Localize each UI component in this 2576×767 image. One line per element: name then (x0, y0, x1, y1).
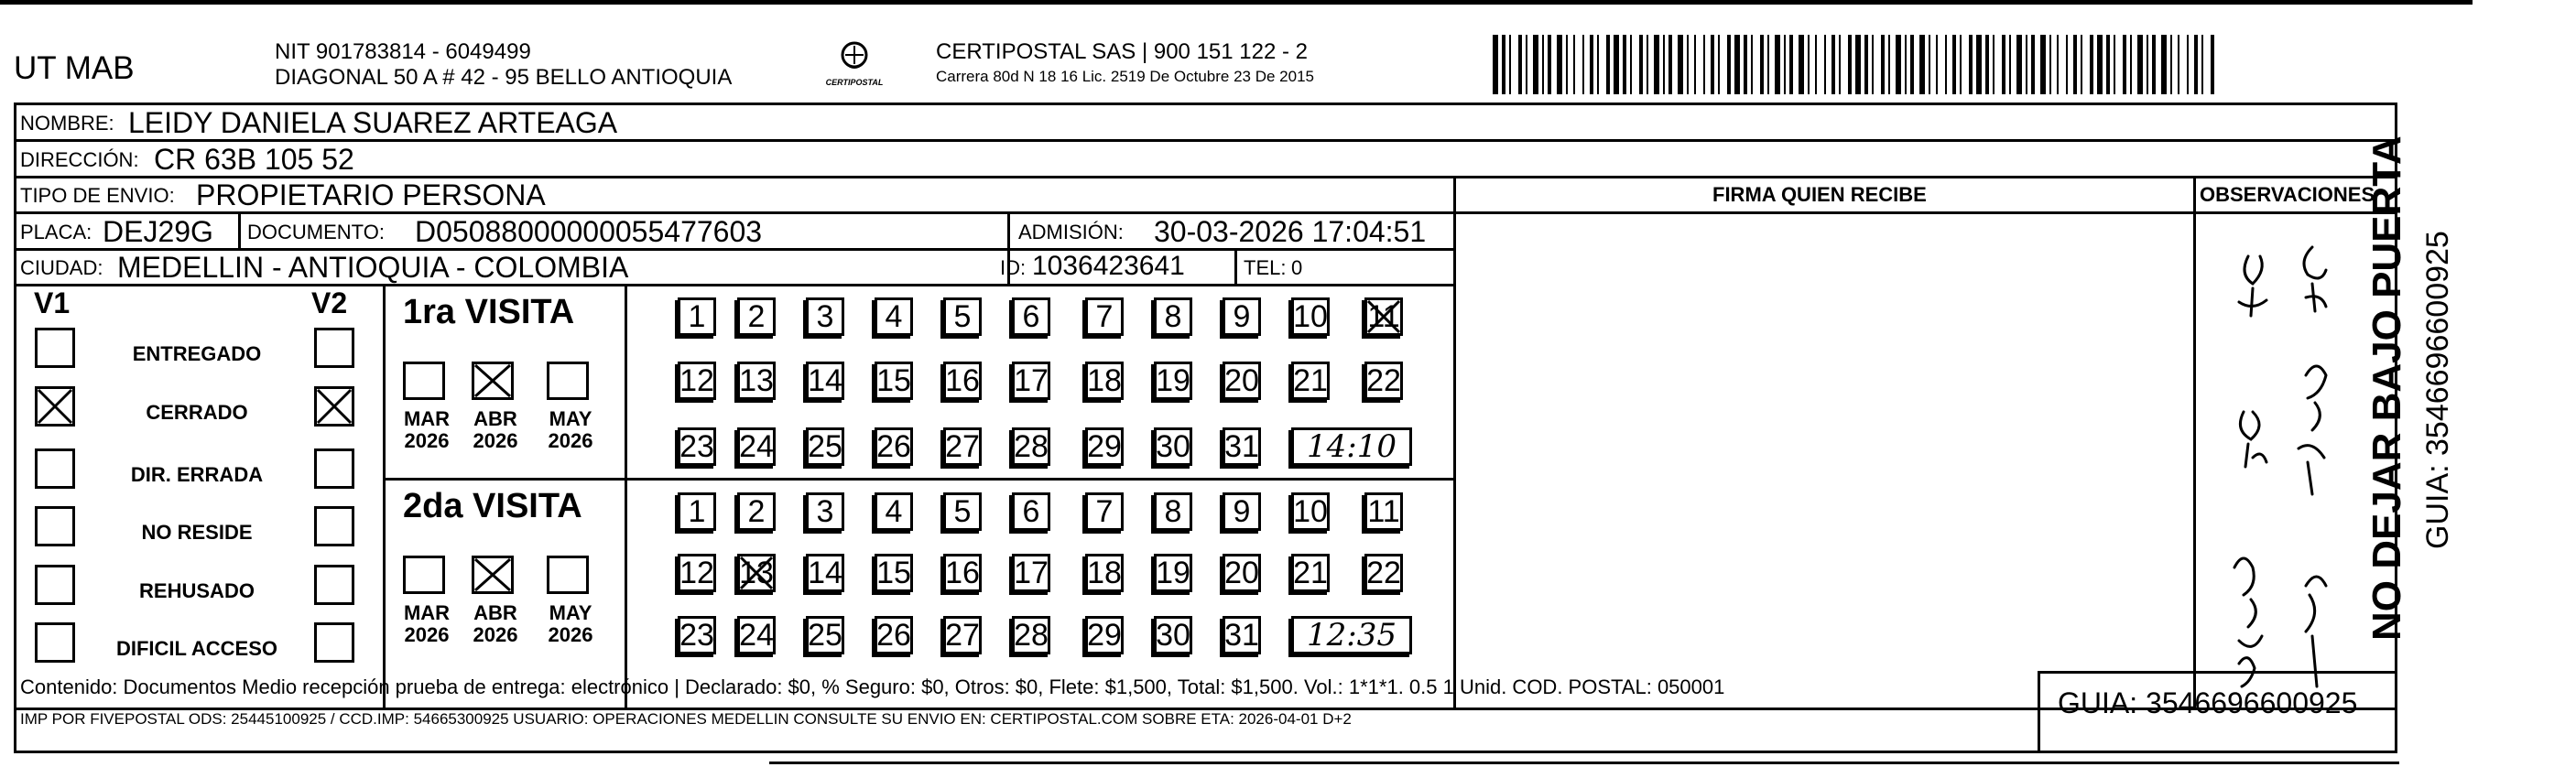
day-box[interactable]: 8 (1154, 492, 1192, 531)
v1-label: V1 (34, 286, 71, 319)
day-box[interactable]: 30 (1154, 427, 1192, 466)
month-checkbox[interactable] (403, 556, 445, 594)
tel-label: TEL: (1244, 256, 1287, 279)
barcode (1493, 35, 2225, 94)
plate-divider (238, 211, 241, 248)
day-box[interactable]: 1 (678, 492, 716, 531)
day-box[interactable]: 29 (1085, 616, 1124, 654)
certipostal-name: CERTIPOSTAL SAS | 900 151 122 - 2 (936, 39, 1308, 64)
month-label: MAY (549, 407, 592, 430)
footer-imp: IMP POR FIVEPOSTAL ODS: 25445100925 / CCD.IMP: 54665300925 USUARIO: OPERACIONES MEDELLIN CONSULTE SU ENVIO EN: CERTIPOSTAL.COM SOBRE ETA: 2026-04-01 D+2 (20, 710, 1352, 728)
status-v1-checkbox[interactable] (35, 328, 75, 368)
day-box[interactable]: 26 (875, 427, 913, 466)
type-label: TIPO DE ENVIO: (20, 184, 175, 207)
day-box[interactable]: 12 (678, 554, 716, 592)
status-v2-checkbox[interactable] (314, 622, 354, 663)
month-checkbox[interactable] (547, 556, 589, 594)
certipostal-logo (818, 37, 891, 92)
day-box[interactable]: 30 (1154, 616, 1192, 654)
year-label: 2026 (548, 623, 593, 646)
day-box[interactable]: 24 (737, 427, 776, 466)
day-box[interactable]: 15 (875, 554, 913, 592)
day-box[interactable]: 7 (1085, 297, 1124, 336)
day-box[interactable]: 17 (1012, 362, 1050, 400)
v2-label: V2 (311, 286, 348, 319)
status-label: NO RESIDE (141, 521, 253, 544)
day-box[interactable]: 13 (737, 554, 776, 592)
status-v1-checkbox[interactable] (35, 448, 75, 489)
day-check-mark (1364, 297, 1403, 336)
form-top-border (14, 103, 2397, 105)
month-label: ABR (473, 601, 517, 624)
day-box[interactable]: 16 (943, 554, 982, 592)
document-label: DOCUMENTO: (247, 221, 385, 243)
day-box[interactable]: 2 (737, 297, 776, 336)
observations-left (2193, 176, 2196, 708)
bottom-rule (769, 762, 2399, 764)
footer-guia-left (2038, 671, 2040, 753)
day-box[interactable]: 22 (1364, 362, 1403, 400)
city-value: MEDELLIN - ANTIOQUIA - COLOMBIA (117, 251, 629, 284)
side-warning: NO DEJAR BAJO PUERTA (2364, 135, 2409, 641)
day-box[interactable]: 4 (875, 297, 913, 336)
day-box[interactable]: 17 (1012, 554, 1050, 592)
day-box[interactable]: 18 (1085, 554, 1124, 592)
visit-time-box[interactable]: 12:35 (1291, 616, 1412, 654)
month-check-mark (472, 362, 514, 400)
day-box[interactable]: 28 (1012, 427, 1050, 466)
day-box[interactable]: 19 (1154, 362, 1192, 400)
day-box[interactable]: 13 (737, 362, 776, 400)
day-box[interactable]: 20 (1223, 362, 1261, 400)
year-label: 2026 (404, 623, 450, 646)
year-label: 2026 (548, 429, 593, 452)
status-label: CERRADO (146, 401, 248, 424)
year-label: 2026 (473, 429, 518, 452)
tel-divider (1234, 248, 1237, 285)
day-box[interactable]: 9 (1223, 297, 1261, 336)
status-label: DIR. ERRADA (130, 463, 264, 486)
day-box[interactable]: 4 (875, 492, 913, 531)
day-box[interactable]: 6 (1012, 297, 1050, 336)
status-label: ENTREGADO (132, 342, 262, 365)
day-box[interactable]: 27 (943, 616, 982, 654)
day-box[interactable]: 11 (1364, 492, 1403, 531)
day-box[interactable]: 23 (678, 616, 716, 654)
month-label: MAR (403, 407, 451, 430)
visit-right (625, 284, 627, 708)
row-line-1 (14, 139, 2397, 142)
status-right (383, 284, 386, 708)
day-box[interactable]: 28 (1012, 616, 1050, 654)
row-line-5 (14, 284, 1453, 286)
name-value: LEIDY DANIELA SUAREZ ARTEAGA (128, 106, 618, 139)
admission-label: ADMISIÓN: (1018, 221, 1124, 243)
logo-text: CERTIPOSTAL (825, 78, 884, 87)
status-v2-checkbox[interactable] (314, 565, 354, 605)
status-label: DIFICIL ACCESO (115, 637, 277, 660)
admission-value: 30-03-2026 17:04:51 (1154, 215, 1427, 248)
footer-content: Contenido: Documentos Medio recepción prueba de entrega: electrónico | Declarado: $0, % Seguro: $0, Otros: $0, Flete: $1,500, Total: $1,500. Vol.: 1*1*1. 0.5 1 Unid. COD. POSTAL: 050001 (20, 675, 1725, 698)
id-label: ID: (1000, 256, 1027, 279)
address-label: DIRECCIÓN: (20, 148, 139, 171)
day-box[interactable]: 14 (806, 554, 844, 592)
company-name: UT MAB (14, 50, 135, 86)
day-check-mark (737, 554, 776, 592)
type-value: PROPIETARIO PERSONA (196, 178, 546, 211)
day-box[interactable]: 27 (943, 427, 982, 466)
form-left-border (14, 103, 16, 752)
tel-value: 0 (1291, 256, 1303, 279)
day-box[interactable]: 23 (678, 427, 716, 466)
day-box[interactable]: 18 (1085, 362, 1124, 400)
day-box[interactable]: 25 (806, 427, 844, 466)
day-box[interactable]: 21 (1291, 554, 1330, 592)
address-value: CR 63B 105 52 (154, 143, 354, 176)
id-value: 1036423641 (1032, 251, 1185, 281)
month-label: MAY (549, 601, 592, 624)
day-box[interactable]: 16 (943, 362, 982, 400)
document-value: D05088000000055477603 (415, 215, 763, 248)
day-box[interactable]: 31 (1223, 427, 1261, 466)
plate-value: DEJ29G (103, 215, 213, 248)
city-label: CIUDAD: (20, 256, 103, 279)
name-label: NOMBRE: (20, 112, 114, 135)
day-box[interactable]: 12 (678, 362, 716, 400)
day-box[interactable]: 31 (1223, 616, 1261, 654)
day-box[interactable]: 5 (943, 297, 982, 336)
month-label: ABR (473, 407, 517, 430)
month-checkbox[interactable] (403, 362, 445, 400)
month-checkbox[interactable] (547, 362, 589, 400)
visit-time-box[interactable]: 14:10 (1291, 427, 1412, 466)
status-v1-checkbox[interactable] (35, 622, 75, 663)
plate-label: PLACA: (20, 221, 92, 243)
day-box[interactable]: 5 (943, 492, 982, 531)
day-box[interactable]: 9 (1223, 492, 1261, 531)
side-guia: GUIA: 3546696600925 (2420, 231, 2455, 549)
day-box[interactable]: 20 (1223, 554, 1261, 592)
footer-guia-top (2038, 671, 2397, 674)
v2-check-mark (314, 386, 354, 427)
status-v2-checkbox[interactable] (314, 506, 354, 546)
observations-label: OBSERVACIONES (2200, 183, 2375, 206)
certipostal-license: Carrera 80d N 18 16 Lic. 2519 De Octubre 23 De 2015 (936, 68, 1314, 85)
day-box[interactable]: 22 (1364, 554, 1403, 592)
signature-left (1453, 176, 1456, 708)
status-v1-checkbox[interactable] (35, 565, 75, 605)
status-label: REHUSADO (139, 579, 255, 602)
month-label: MAR (403, 601, 451, 624)
day-box[interactable]: 21 (1291, 362, 1330, 400)
visit1-title: 1ra VISITA (403, 293, 575, 331)
row-line-3 (14, 211, 1453, 214)
day-box[interactable]: 7 (1085, 492, 1124, 531)
year-label: 2026 (473, 623, 518, 646)
day-box[interactable]: 10 (1291, 492, 1330, 531)
day-box[interactable]: 19 (1154, 554, 1192, 592)
company-address: DIAGONAL 50 A # 42 - 95 BELLO ANTIOQUIA (275, 65, 733, 90)
day-box[interactable]: 15 (875, 362, 913, 400)
day-box[interactable]: 3 (806, 297, 844, 336)
v1-check-mark (35, 386, 75, 427)
company-nit: NIT 901783814 - 6049499 (275, 39, 531, 64)
day-box[interactable]: 26 (875, 616, 913, 654)
day-box[interactable]: 2 (737, 492, 776, 531)
visit2-title: 2da VISITA (403, 487, 582, 525)
handwritten-observation (2198, 220, 2381, 696)
status-v2-checkbox[interactable] (314, 448, 354, 489)
row-line-3b (1453, 211, 2397, 214)
day-box[interactable]: 29 (1085, 427, 1124, 466)
day-box[interactable]: 14 (806, 362, 844, 400)
day-box[interactable]: 11 (1364, 297, 1403, 336)
day-box[interactable]: 10 (1291, 297, 1330, 336)
status-v2-checkbox[interactable] (314, 328, 354, 368)
day-box[interactable]: 24 (737, 616, 776, 654)
day-box[interactable]: 1 (678, 297, 716, 336)
day-box[interactable]: 8 (1154, 297, 1192, 336)
month-check-mark (472, 556, 514, 594)
top-rule (0, 0, 2473, 5)
year-label: 2026 (404, 429, 450, 452)
visit-divider (383, 478, 1456, 481)
status-v1-checkbox[interactable] (35, 506, 75, 546)
day-box[interactable]: 25 (806, 616, 844, 654)
day-box[interactable]: 6 (1012, 492, 1050, 531)
footer-guia: GUIA: 3546696600925 (2058, 686, 2358, 719)
signature-label: FIRMA QUIEN RECIBE (1712, 183, 1927, 206)
day-box[interactable]: 3 (806, 492, 844, 531)
